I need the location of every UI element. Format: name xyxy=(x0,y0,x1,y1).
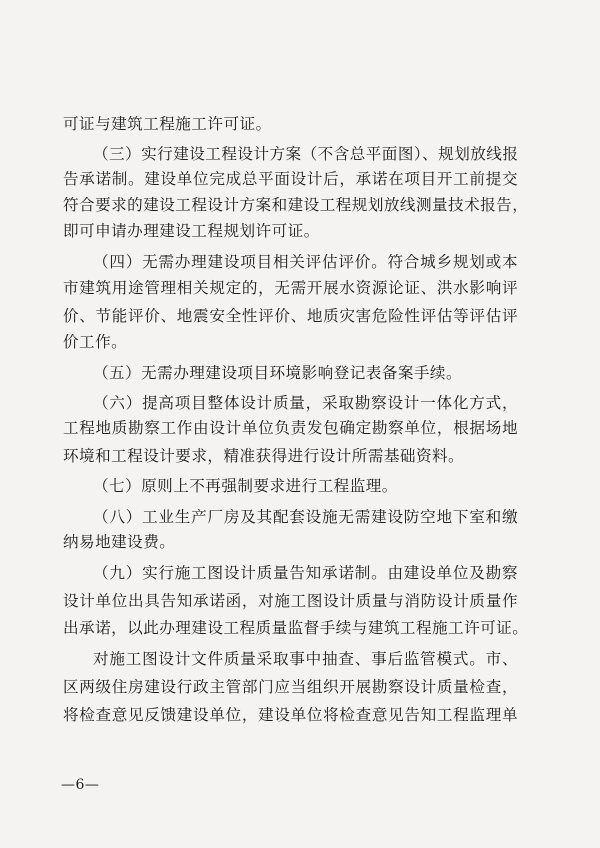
text-line-13: 环境和工程设计要求，精准获得进行设计所需基础资料。 xyxy=(63,447,465,465)
text-line-19: 出承诺，以此办理建设工程质量监督手续与建筑工程施工许可证。 xyxy=(63,619,529,637)
text-line-14: （七）原则上不再强制要求进行工程监理。 xyxy=(93,477,398,495)
text-line-8: 价、节能评价、地震安全性评价、地质灾害危险性评估等评估评 xyxy=(63,307,518,325)
text-line-18: 设计单位出具告知承诺函，对施工图设计质量与消防设计质量作 xyxy=(63,592,518,610)
text-line-4: 符合要求的建设工程设计方案和建设工程规划放线测量技术报告， xyxy=(63,196,529,214)
text-line-10: （五）无需办理建设项目环境影响登记表备案手续。 xyxy=(93,364,463,382)
text-line-3: 告承诺制。建设单位完成总平面设计后，承诺在项目开工前提交 xyxy=(63,170,518,188)
text-line-22: 将检查意见反馈建设单位，建设单位将检查意见告知工程监理单 xyxy=(63,706,518,724)
text-line-12: 工程地质勘察工作由设计单位负责发包确定勘察单位，根据场地 xyxy=(63,419,518,437)
text-line-15: （八）工业生产厂房及其配套设施无需建设防空地下室和缴 xyxy=(93,508,518,526)
text-line-2: （三）实行建设工程设计方案（不含总平面图）、规划放线报 xyxy=(93,145,519,163)
text-line-21: 区两级住房建设行政主管部门应当组织开展勘察设计质量检查， xyxy=(63,678,518,696)
text-line-5: 即可申请办理建设工程规划许可证。 xyxy=(63,222,320,240)
text-line-11: （六）提高项目整体设计质量，采取勘察设计一体化方式， xyxy=(93,394,518,412)
text-line-6: （四）无需办理建设项目相关评估评价。符合城乡规划或本 xyxy=(93,253,518,271)
text-line-20: 对施工图设计文件质量采取事中抽查、事后监管模式。市、 xyxy=(93,650,518,668)
text-line-9: 价工作。 xyxy=(63,333,128,351)
text-line-16: 纳易地建设费。 xyxy=(63,533,176,551)
text-line-1: 可证与建筑工程施工许可证。 xyxy=(63,115,272,133)
text-line-17: （九）实行施工图设计质量告知承诺制。由建设单位及勘察 xyxy=(93,564,518,582)
page-number: —6— xyxy=(61,777,100,793)
text-line-7: 市建筑用途管理相关规定的，无需开展水资源论证、洪水影响评 xyxy=(63,279,518,297)
